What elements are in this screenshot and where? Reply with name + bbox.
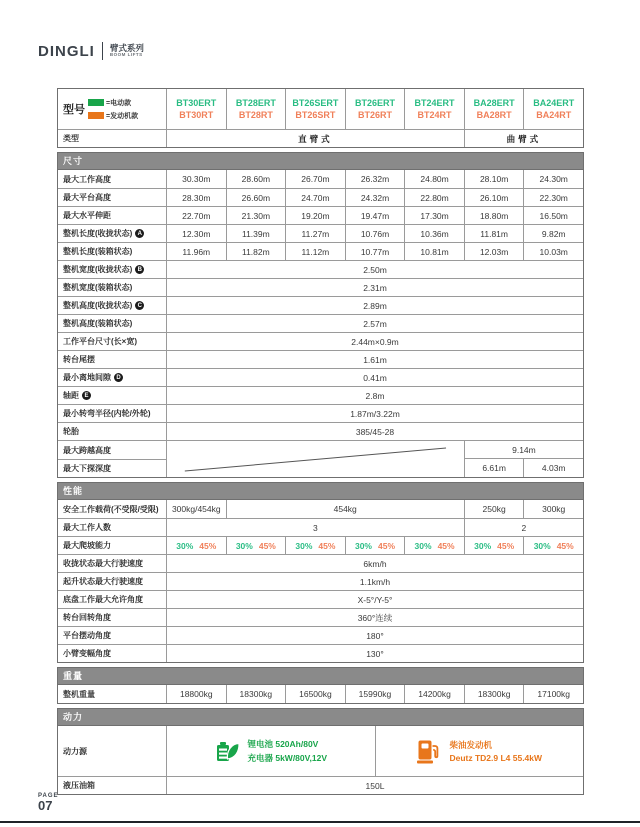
model-cell (345, 89, 405, 129)
electric-color-swatch (88, 99, 104, 106)
value-cell: 14200kg (404, 685, 464, 703)
model-cell (285, 89, 345, 129)
articulated-boom-type: 曲臂式 (464, 130, 583, 147)
value-cell: 24.70m (285, 189, 345, 206)
spec-row (58, 500, 583, 518)
straight-boom-type: 直臂式 (166, 130, 464, 147)
legend-engine-label: =发动机款 (106, 112, 139, 120)
value-cell: 24.32m (345, 189, 405, 206)
spec-row (58, 536, 583, 554)
charger-spec: 充电器 5kW/80V,12V (247, 753, 328, 763)
model-label: 型号 (63, 104, 85, 116)
row-label: 最大下探深度 (58, 459, 166, 477)
engine-model: BT26SRT (295, 110, 336, 120)
value-cell: 12.03m (464, 243, 524, 260)
row-label: 动力源 (63, 746, 87, 756)
value-cell: 2.31m (166, 279, 583, 296)
spec-row (58, 368, 583, 386)
value-cell: 28.10m (464, 170, 524, 188)
value-cell: 150L (166, 777, 583, 794)
value-cell: 22.80m (404, 189, 464, 206)
value-cell: 30% 45% (345, 537, 405, 554)
value-cell: 6km/h (166, 555, 583, 572)
cross-depth-rows (58, 440, 583, 477)
value-cell: 30% 45% (166, 537, 226, 554)
dimension-badge-D: D (114, 373, 123, 382)
value-cell: 30% 45% (523, 537, 583, 554)
logo-divider (102, 42, 103, 60)
model-cell (226, 89, 286, 129)
value-cell: 26.32m (345, 170, 405, 188)
row-label: 最小转弯半径(内轮/外轮) (63, 409, 151, 418)
value-cell: 11.96m (166, 243, 226, 260)
electric-model: BT26ERT (354, 98, 395, 108)
value-cell: 10.36m (404, 225, 464, 242)
row-label: 最大工作人数 (63, 523, 111, 532)
spec-row (58, 572, 583, 590)
brand-logo (38, 42, 144, 60)
electric-model: BT26SERT (292, 98, 339, 108)
value-cell: 30% 45% (285, 537, 345, 554)
value-cell: 26.60m (226, 189, 286, 206)
hydraulic-tank-row (58, 776, 583, 794)
performance-rows (58, 500, 583, 662)
spec-row (58, 590, 583, 608)
page-number: 07 (38, 798, 53, 813)
value-cell: 360°连续 (166, 609, 583, 626)
model-cell (404, 89, 464, 129)
model-label-cell (58, 89, 166, 129)
dimension-badge-C: C (135, 301, 144, 310)
value-cell: 17100kg (523, 685, 583, 703)
row-label: 最大跨越高度 (63, 445, 111, 455)
electric-model: BT30ERT (176, 98, 217, 108)
spec-row (58, 350, 583, 368)
electric-power-cell (166, 726, 375, 776)
row-label: 安全工作载荷(不受限/受限) (63, 504, 159, 514)
value-cell: 18300kg (226, 685, 286, 703)
dimensions-section (57, 152, 584, 478)
series-title: 臂式系列 (109, 43, 144, 54)
row-label: 整机长度(收拢状态) A (58, 225, 166, 242)
spec-row (58, 188, 583, 206)
engine-model: BT28RT (238, 110, 273, 120)
row-label: 整机宽度(装箱状态) (63, 283, 133, 292)
value-cell: 11.12m (285, 243, 345, 260)
value-cell: 4.03m (523, 459, 583, 477)
section-header-performance: 性能 (58, 483, 583, 500)
value-cell: 6.61m (464, 459, 524, 477)
value-cell: 3 (166, 519, 464, 536)
row-label: 整机重量 (63, 689, 95, 699)
engine-color-swatch (88, 112, 104, 119)
legend-electric-label: =电动款 (106, 99, 132, 107)
value-cell: 22.70m (166, 207, 226, 224)
model-header-row (58, 89, 583, 129)
spec-row (58, 170, 583, 188)
spec-row (58, 296, 583, 314)
spec-row (58, 260, 583, 278)
value-cell: 2.8m (166, 387, 583, 404)
value-cell: 28.60m (226, 170, 286, 188)
row-label: 最小离地间隙 D (58, 369, 166, 386)
value-cell: 1.1km/h (166, 573, 583, 590)
spec-sheet (57, 88, 584, 799)
spec-row (58, 608, 583, 626)
spec-row (58, 518, 583, 536)
spec-row (58, 386, 583, 404)
section-header-power: 动力 (58, 709, 583, 726)
value-cell: 16500kg (285, 685, 345, 703)
value-cell: 1.61m (166, 351, 583, 368)
value-cell: 12.30m (166, 225, 226, 242)
row-label: 收拢状态最大行驶速度 (63, 559, 143, 568)
row-label: 最大爬坡能力 (63, 541, 111, 550)
spec-row (58, 332, 583, 350)
bottom-rule (0, 821, 640, 823)
row-label: 整机高度(装箱状态) (63, 319, 133, 328)
weight-rows (58, 685, 583, 703)
value-cell: 18800kg (166, 685, 226, 703)
value-cell: 30% 45% (404, 537, 464, 554)
value-cell: 385/45-28 (166, 423, 583, 440)
value-cell: 11.39m (226, 225, 286, 242)
electric-model: BA28ERT (473, 98, 515, 108)
value-cell: 250kg (464, 500, 524, 518)
spec-row (58, 404, 583, 422)
spec-row (58, 224, 583, 242)
value-cell: 300kg/454kg (166, 500, 226, 518)
spec-row (58, 685, 583, 703)
diesel-engine-spec: Deutz TD2.9 L4 55.4kW (449, 753, 543, 763)
value-cell: 24.80m (404, 170, 464, 188)
row-label: 整机高度(收拢状态) C (58, 297, 166, 314)
row-label: 起升状态最大行驶速度 (63, 577, 143, 586)
value-cell: 10.77m (345, 243, 405, 260)
value-cell: 26.70m (285, 170, 345, 188)
value-cell: 9.82m (523, 225, 583, 242)
diagonal-line (167, 441, 464, 477)
value-cell: 300kg (523, 500, 583, 518)
value-cell: 130° (166, 645, 583, 662)
model-type-table (57, 88, 584, 148)
row-label: 类型 (63, 134, 79, 143)
value-cell: 21.30m (226, 207, 286, 224)
engine-model: BT26RT (357, 110, 392, 120)
engine-model: BT30RT (179, 110, 214, 120)
value-cell: 11.27m (285, 225, 345, 242)
spec-row (58, 278, 583, 296)
row-label: 小臂变幅角度 (63, 649, 111, 658)
value-cell: 0.41m (166, 369, 583, 386)
value-cell: 10.76m (345, 225, 405, 242)
spec-row (58, 422, 583, 440)
value-cell: 2.89m (166, 297, 583, 314)
dimension-badge-E: E (82, 391, 91, 400)
value-cell: 28.30m (166, 189, 226, 206)
value-cell: 454kg (226, 500, 464, 518)
row-label: 工作平台尺寸(长×宽) (63, 337, 137, 346)
model-cell (523, 89, 583, 129)
value-cell: 30% 45% (226, 537, 286, 554)
model-cell (166, 89, 226, 129)
model-cell (464, 89, 524, 129)
series-subtitle: BOOM LIFTS (109, 52, 143, 58)
power-source-row (58, 726, 583, 776)
value-cell: 17.30m (404, 207, 464, 224)
value-cell: 11.81m (464, 225, 524, 242)
weight-section (57, 667, 584, 704)
value-cell: 2 (464, 519, 583, 536)
engine-model: BA24RT (536, 110, 572, 120)
dimension-badge-B: B (135, 265, 144, 274)
value-cell: 26.10m (464, 189, 524, 206)
value-cell: 10.03m (523, 243, 583, 260)
spec-row (58, 554, 583, 572)
row-label: 底盘工作最大允许角度 (63, 595, 143, 604)
row-label: 液压油箱 (63, 781, 95, 790)
section-header-weight: 重量 (58, 668, 583, 685)
electric-model: BT24ERT (414, 98, 455, 108)
fuel-pump-icon (416, 738, 442, 764)
dimension-badge-A: A (135, 229, 144, 238)
spec-row (58, 206, 583, 224)
spec-row (58, 626, 583, 644)
electric-model: BA24ERT (533, 98, 575, 108)
diesel-power-cell (375, 726, 584, 776)
color-legend (88, 98, 138, 121)
page-footer (38, 793, 59, 812)
performance-section (57, 482, 584, 663)
value-cell: 24.30m (523, 170, 583, 188)
spec-row (58, 242, 583, 260)
battery-leaf-icon (214, 738, 240, 764)
value-cell: 30% 45% (464, 537, 524, 554)
page-label: PAGE (38, 793, 59, 799)
value-cell: X-5°/Y-5° (166, 591, 583, 608)
value-cell: 2.50m (166, 261, 583, 278)
diesel-engine-label: 柴油发动机 (449, 740, 492, 750)
value-cell: 1.87m/3.22m (166, 405, 583, 422)
electric-model: BT28ERT (235, 98, 276, 108)
row-label: 平台摆动角度 (63, 631, 111, 640)
row-label: 最大平台高度 (63, 193, 111, 202)
dimensions-rows (58, 170, 583, 440)
value-cell: 16.50m (523, 207, 583, 224)
battery-spec: 锂电池 520Ah/80V (247, 739, 319, 749)
power-section (57, 708, 584, 795)
value-cell: 11.82m (226, 243, 286, 260)
value-cell: 19.20m (285, 207, 345, 224)
row-label: 整机长度(装箱状态) (63, 247, 133, 256)
row-label: 最大工作高度 (63, 174, 111, 184)
not-applicable-diagonal (166, 441, 464, 477)
value-cell: 19.47m (345, 207, 405, 224)
value-cell: 2.57m (166, 315, 583, 332)
brand-name: DINGLI (38, 42, 95, 60)
value-cell: 15990kg (345, 685, 405, 703)
row-label: 最大水平伸距 (63, 211, 111, 220)
value-cell: 18.80m (464, 207, 524, 224)
row-label: 整机宽度(收拢状态) B (58, 261, 166, 278)
row-label: 轮胎 (63, 427, 79, 436)
value-cell: 18300kg (464, 685, 524, 703)
boom-type-row (58, 129, 583, 147)
value-cell: 10.81m (404, 243, 464, 260)
engine-model: BA28RT (476, 110, 512, 120)
spec-row (58, 314, 583, 332)
engine-model: BT24RT (417, 110, 452, 120)
value-cell: 180° (166, 627, 583, 644)
value-cell: 30.30m (166, 170, 226, 188)
spec-row (58, 644, 583, 662)
value-cell: 22.30m (523, 189, 583, 206)
value-cell: 2.44m×0.9m (166, 333, 583, 350)
row-label: 轴距 E (58, 387, 166, 404)
row-label: 转台回转角度 (63, 613, 111, 622)
value-cell: 9.14m (464, 441, 583, 459)
row-label: 转台尾摆 (63, 355, 95, 364)
section-header-dimensions: 尺寸 (58, 153, 583, 170)
